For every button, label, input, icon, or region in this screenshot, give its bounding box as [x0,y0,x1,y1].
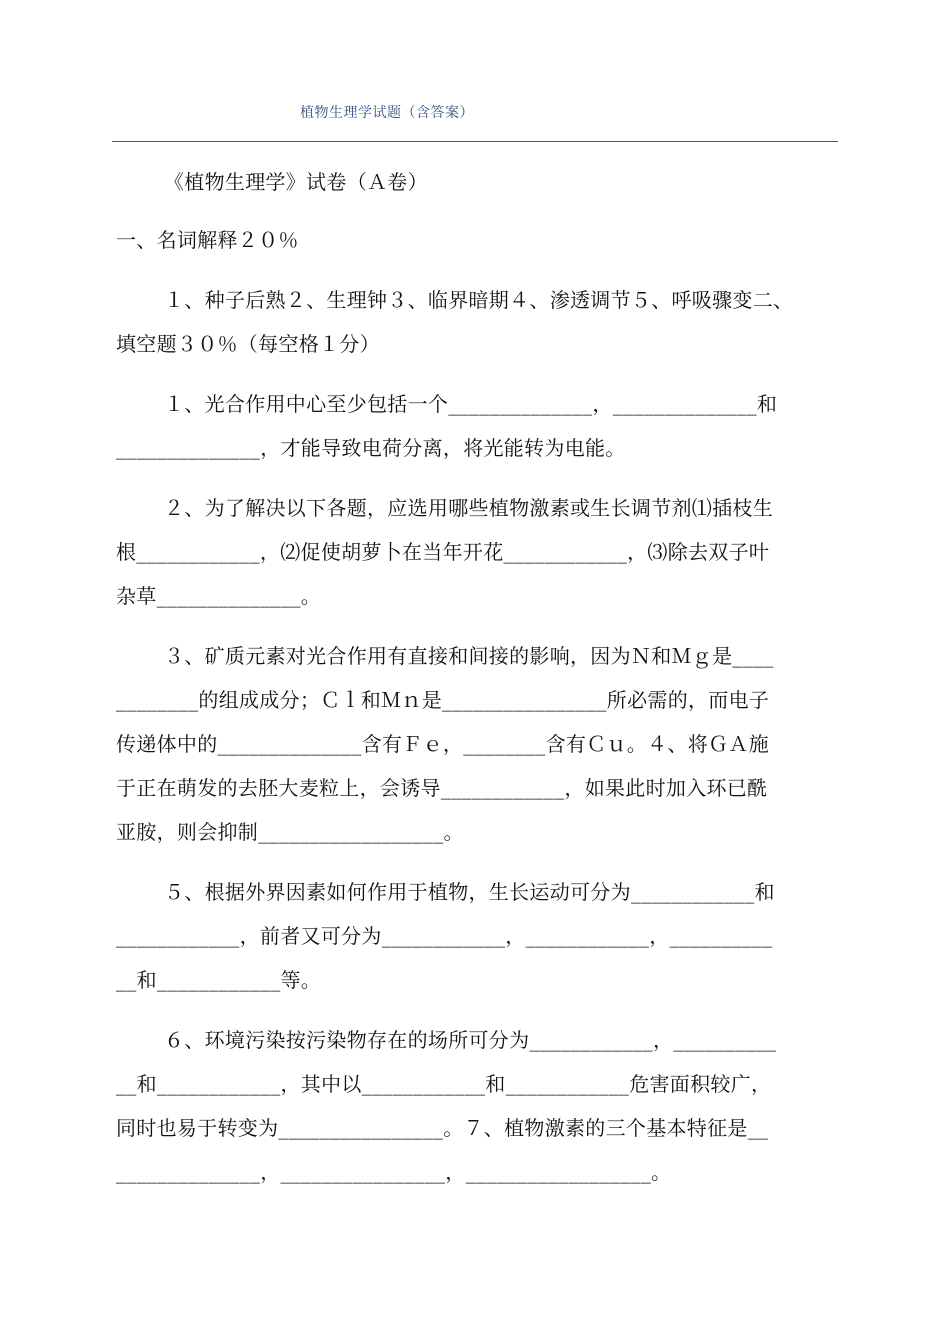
text-line: 于正在萌发的去胚大麦粒上，会诱导____________，如果此时加入环已酰 [116,776,768,800]
paper-title-line: 《植物生理学》试卷（Ａ卷） [164,170,428,194]
text-line: ２、为了解决以下各题，应选用哪些植物激素或生长调节剂⑴插枝生 [164,496,773,520]
paper-title [116,160,836,204]
text-line: 同时也易于转变为________________。７、植物激素的三个基本特征是__ [116,1116,769,1140]
text-line: __和____________，其中以____________和____________危害面积较广， [116,1072,772,1096]
question-6-7 [116,1018,836,1194]
question-1 [116,382,836,470]
question-3-4 [116,634,836,854]
header-divider [112,141,838,142]
text-line: __和____________等。 [116,968,322,992]
paragraph-terms [116,278,836,366]
text-line: １、种子后熟２、生理钟３、临界暗期４、渗透调节５、呼吸骤变二、 [164,288,794,312]
text-line: ６、环境污染按污染物存在的场所可分为____________，__________ [164,1028,777,1052]
text-line: ________的组成成分；Ｃｌ和Ｍｎ是________________所必需的，而电子 [116,688,770,712]
section-heading [116,218,836,262]
text-line: ３、矿质元素对光合作用有直接和间接的影响，因为Ｎ和Ｍｇ是____ [164,644,774,668]
text-line: ______________，才能导致电荷分离，将光能转为电能。 [116,436,626,460]
text-line: 根____________，⑵促使胡萝卜在当年开花____________，⑶除去双子叶 [116,540,770,564]
text-line: 亚胺，则会抑制__________________。 [116,820,464,844]
exam-content [116,160,836,1194]
text-line: ５、根据外界因素如何作用于植物，生长运动可分为____________和 [164,880,775,904]
question-2 [116,486,836,618]
text-line: 填空题３０％（每空格１分） [116,332,380,356]
text-line: １、光合作用中心至少包括一个______________，______________和 [164,392,778,416]
running-header: 植物生理学试题（含答案） [300,105,474,121]
section1-heading-line: 一、名词解释２０％ [116,228,299,252]
text-line: ______________，________________，__________________。 [116,1160,672,1184]
text-line: 传递体中的______________含有Ｆｅ，________含有Ｃｕ。４、将ＧＡ施 [116,732,769,756]
text-line: ____________，前者又可分为____________，____________，__________ [116,924,773,948]
question-5 [116,870,836,1002]
text-line: 杂草______________。 [116,584,322,608]
